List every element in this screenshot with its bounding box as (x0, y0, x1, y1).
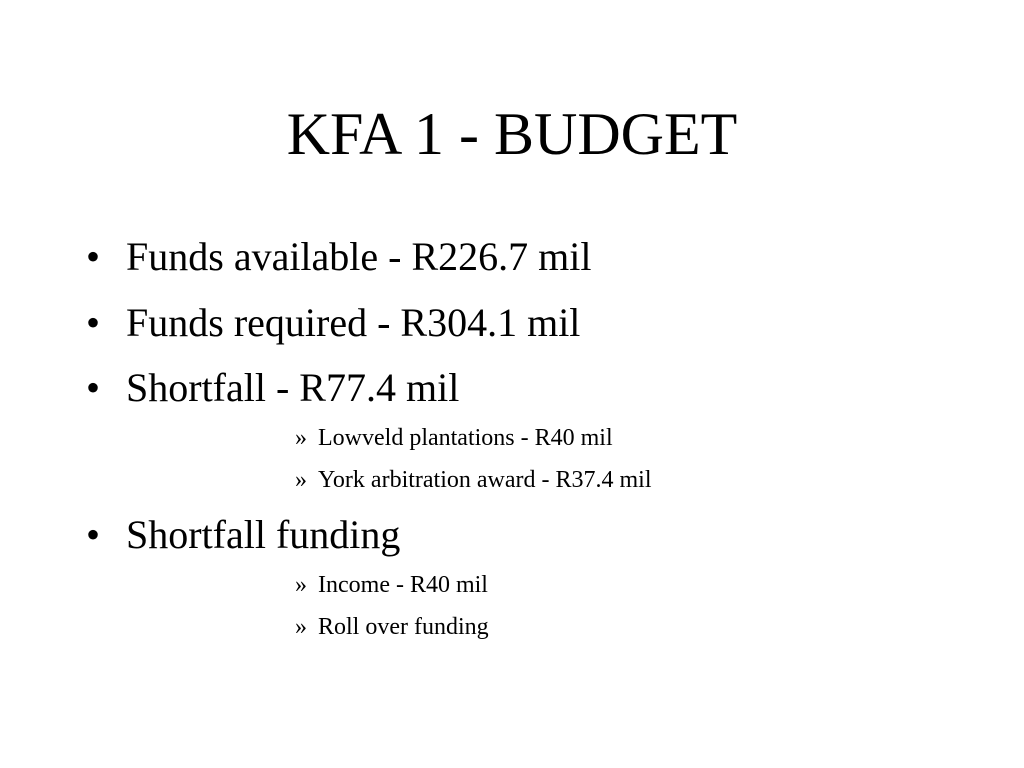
bullet-item-shortfall-funding (86, 511, 400, 559)
sub-marker: » (295, 614, 307, 640)
sub-item-roll-over (295, 612, 489, 642)
sub-text: Roll over funding (318, 614, 489, 640)
sub-item-lowveld (295, 423, 613, 453)
sub-text: Income - R40 mil (318, 572, 488, 598)
sub-marker: » (295, 572, 307, 598)
bullet-marker: • (86, 512, 101, 557)
bullet-text: Shortfall - R77.4 mil (126, 365, 460, 410)
bullet-text: Funds required - R304.1 mil (126, 300, 581, 345)
bullet-item-shortfall (86, 364, 459, 412)
bullet-text: Funds available - R226.7 mil (126, 234, 592, 279)
sub-text: York arbitration award - R37.4 mil (318, 467, 652, 493)
bullet-item-funds-available (86, 233, 592, 281)
bullet-marker: • (86, 234, 101, 279)
sub-item-york (295, 465, 652, 495)
bullet-text: Shortfall funding (126, 512, 401, 557)
sub-item-income (295, 570, 488, 600)
bullet-item-funds-required (86, 299, 580, 347)
sub-marker: » (295, 425, 307, 451)
slide-title: KFA 1 - BUDGET (286, 101, 738, 167)
bullet-marker: • (86, 365, 101, 410)
sub-text: Lowveld plantations - R40 mil (318, 425, 613, 451)
sub-marker: » (295, 467, 307, 493)
bullet-marker: • (86, 300, 101, 345)
